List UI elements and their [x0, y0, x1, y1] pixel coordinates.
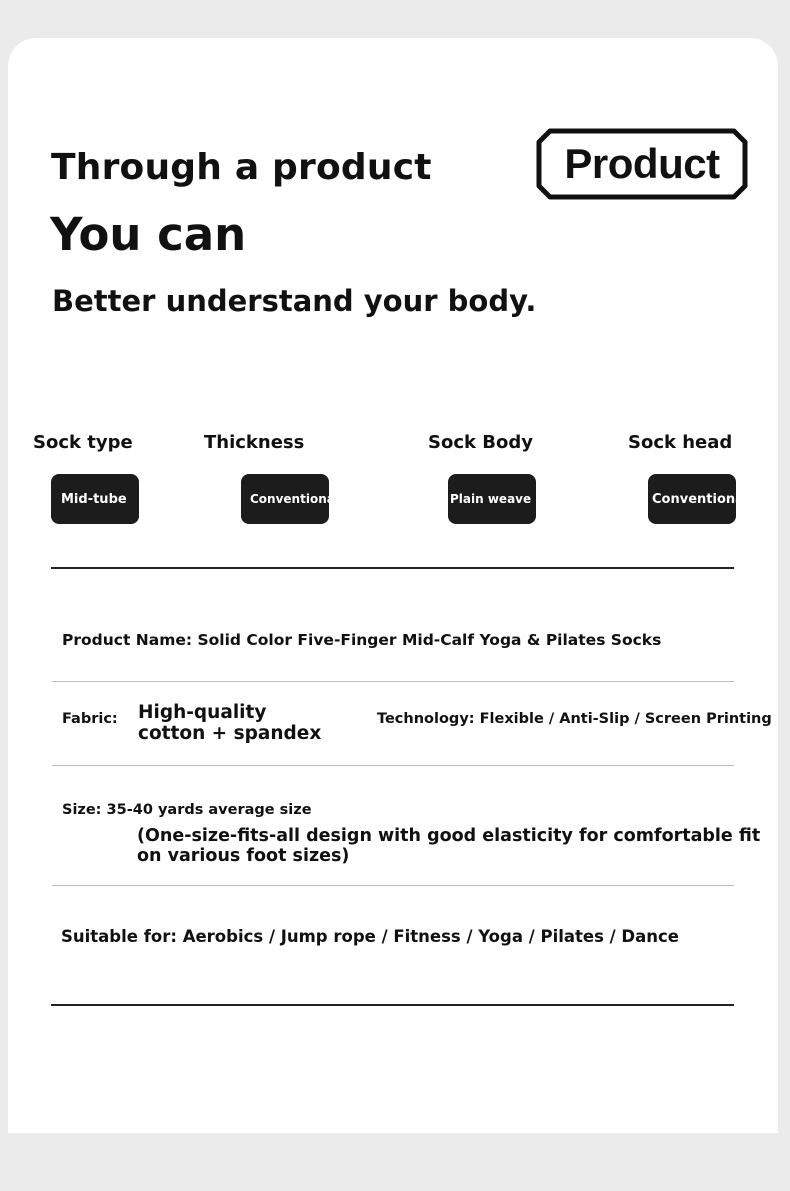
size: Size: 35-40 yards average size: [62, 802, 312, 818]
divider: [52, 765, 734, 766]
spec-label-sock-type: Sock type: [33, 432, 133, 453]
headline-line-1: Through a product: [51, 147, 432, 188]
fabric-value-line-1: High-quality: [138, 702, 267, 723]
product-name: Product Name: Solid Color Five-Finger Mid-Calf Yoga & Pilates Socks: [62, 631, 662, 649]
size-note-line-2: on various foot sizes): [137, 846, 350, 866]
spec-value-sock-body: Plain weave: [448, 474, 536, 524]
headline-line-3: Better understand your body.: [52, 284, 537, 318]
content-card: [8, 38, 778, 1133]
suitable-for: Suitable for: Aerobics / Jump rope / Fitness / Yoga / Pilates / Dance: [61, 927, 679, 946]
spec-label-thickness: Thickness: [204, 432, 305, 453]
headline-line-2: You can: [50, 208, 247, 261]
fabric-value-line-2: cotton + spandex: [138, 723, 322, 744]
size-note-line-1: (One-size-fits-all design with good elasticity for comfortable fit: [137, 826, 761, 846]
divider-top: [51, 567, 734, 569]
fabric-label: Fabric:: [62, 711, 118, 727]
badge-label: Product: [564, 140, 720, 187]
spec-label-sock-head: Sock head: [628, 432, 733, 453]
spec-value-sock-type: Mid-tube: [51, 474, 139, 524]
spec-label-sock-body: Sock Body: [428, 432, 533, 453]
technology: Technology: Flexible / Anti-Slip / Screen Printing: [377, 711, 772, 727]
divider: [52, 681, 734, 682]
spec-value-sock-head: Conventional: [648, 474, 736, 524]
spec-value-thickness: Conventional: [241, 474, 329, 524]
divider-bottom: [51, 1004, 734, 1006]
divider: [52, 885, 734, 886]
product-badge: [536, 128, 748, 200]
